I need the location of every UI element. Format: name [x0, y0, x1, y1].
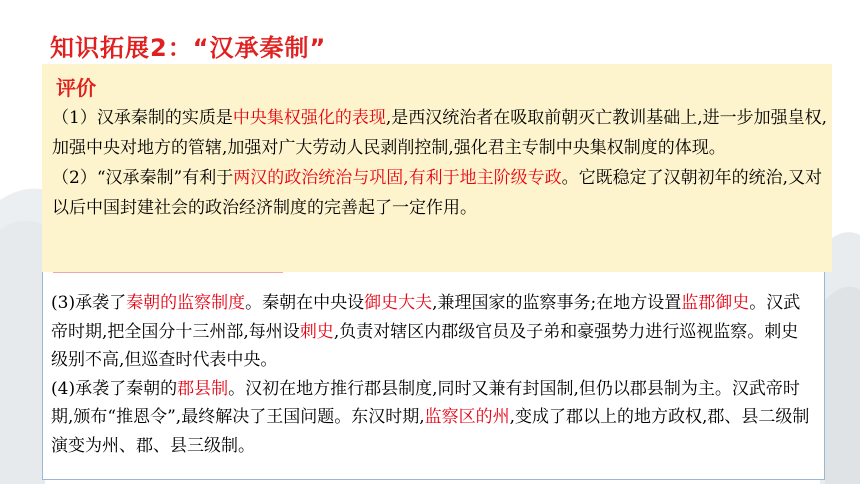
highlight-text: 御史大夫 [364, 293, 433, 313]
text-run: （1）汉承秦制的实质是 [52, 108, 233, 128]
evaluation-heading: 评价 [56, 76, 96, 100]
evaluation-box [42, 64, 832, 272]
highlight-text: 两汉的政治统治与巩固,有利于地主阶级专政 [233, 168, 562, 188]
highlight-text: 监察区的州 [424, 407, 510, 428]
highlight-text: 中央集权强化的表现 [232, 108, 386, 128]
details-body [51, 289, 814, 461]
text-run: 。汉初在地方推行郡县制度,同时又兼有封国制,但仍以郡县制为主。汉武帝时期,颁布“推恩令”,最终解决了王国问题。东汉时期, [51, 378, 800, 428]
highlight-text: 秦朝的监察制度 [126, 293, 246, 313]
text-run: ,变成了郡以上的地方政权,郡、县二级制演变为州、郡、县三级制。 [51, 407, 810, 456]
text-run: ,是西汉统治者在吸取前朝灭亡教训基础上,进一步加强皇权,加强中央对地方的管辖,加强对广大劳动人民剥削控制,强化君主专制中央集权制度的体现。 [52, 108, 828, 158]
highlight-text: 监郡御史 [681, 293, 750, 313]
details-box [42, 258, 825, 480]
paragraph-2 [52, 163, 828, 223]
text-run: 。汉武帝时期,把全国分十三州部,每州设 [51, 293, 801, 342]
paragraph-3 [51, 289, 814, 375]
highlight-text: 刺史 [299, 321, 334, 342]
text-run: ,负责对辖区内郡级官员及子弟和豪强势力进行巡视监察。刺史级别不高,但巡查时代表中央。 [51, 321, 799, 371]
highlight-text: 郡县制 [177, 378, 229, 399]
text-run: 。秦朝在中央设 [245, 293, 365, 313]
evaluation-body [52, 103, 828, 223]
text-run: (3)承袭了 [51, 293, 127, 313]
paragraph-4 [51, 375, 814, 461]
text-run: （2）“汉承秦制”有利于 [52, 168, 234, 188]
slide-title: 知识拓展2：“汉承秦制” [50, 34, 327, 62]
text-run: 。它既稳定了汉朝初年的统治,又对以后中国封建社会的政治经济制度的完善起了一定作用。 [52, 168, 823, 218]
paragraph-1 [52, 103, 828, 163]
text-run: ,兼理国家的监察事务;在地方设置 [432, 293, 682, 313]
text-run: (4)承袭了秦朝的 [51, 378, 178, 399]
